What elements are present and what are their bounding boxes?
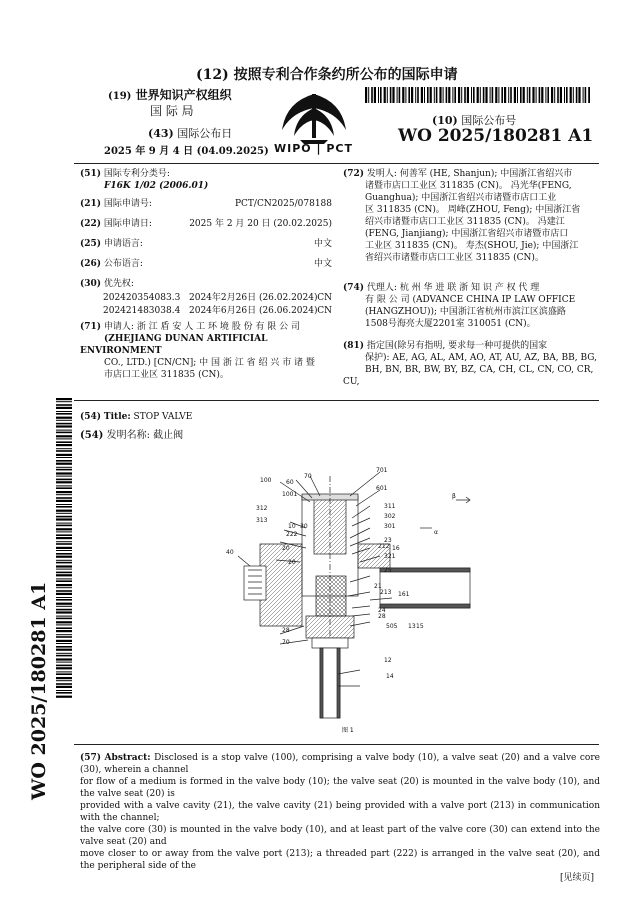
barcode-bar <box>554 87 555 103</box>
priority-row: 202421483038.4 2024年6月26日 (26.06.2024) CN <box>103 306 332 316</box>
barcode-bar <box>56 510 72 512</box>
figure-label: 100 <box>260 477 272 484</box>
barcode <box>365 87 590 103</box>
barcode-bar <box>56 504 72 505</box>
abstract-divider <box>74 744 599 745</box>
barcode-bar <box>56 472 72 474</box>
barcode-bar <box>56 425 72 427</box>
barcode-bar <box>56 636 72 638</box>
figure-label: 70 <box>304 473 312 480</box>
barcode-bar <box>56 479 72 481</box>
barcode-bar <box>56 463 72 465</box>
barcode-bar <box>380 87 382 103</box>
org-bureau: 国 际 局 <box>150 104 194 118</box>
barcode-bar <box>464 87 466 103</box>
barcode-bar <box>56 587 72 588</box>
barcode-bar <box>56 677 72 679</box>
priority-row: 202420354083.3 2024年2月26日 (26.02.2024) CN <box>103 293 332 303</box>
barcode-bar <box>498 87 499 103</box>
barcode-bar <box>56 497 72 499</box>
field-ipc: (51) 国际专利分类号: F16K 1/02 (2006.01) <box>80 169 209 191</box>
barcode-bar <box>529 87 531 103</box>
continued-note: [见续页] <box>560 873 595 883</box>
figure-label: 601 <box>376 485 388 492</box>
barcode-bar <box>56 603 72 605</box>
barcode-bar <box>551 87 553 103</box>
barcode-bar <box>56 528 72 530</box>
figure-label: 14 <box>386 673 394 680</box>
field-filing-date: (22) 国际申请日: 2025 年 2 月 20 日 (20.02.2025) <box>80 219 332 229</box>
barcode-bar <box>495 87 497 103</box>
barcode-bar <box>411 87 413 103</box>
barcode-bar <box>439 87 441 103</box>
barcode-bar <box>56 467 72 468</box>
barcode-bar <box>365 87 367 103</box>
figure-label: 15 <box>416 623 424 630</box>
field-applicant: (71) 申请人: 浙 江 盾 安 人 工 环 境 股 份 有 限 公 司 (ZHEJIANG DUNAN ARTIFICIAL ENVIRONMENT CO., LTD.) [CN/CN]; 中 国 浙 江 省 绍 兴 市 诸 暨 市店口工业区 311835 (CN)。 <box>80 322 315 380</box>
barcode-bar <box>471 87 472 103</box>
barcode-bar <box>371 87 373 103</box>
barcode-bar <box>56 454 72 456</box>
barcode-bar <box>517 87 518 103</box>
field-priority: (30) 优先权: <box>80 279 134 289</box>
barcode-bar <box>467 87 469 103</box>
barcode-bar <box>56 640 72 642</box>
barcode-bar <box>56 500 72 502</box>
pub-number-label: (10) 国际公布号 <box>432 114 517 127</box>
barcode-bar <box>56 553 72 555</box>
barcode-bar <box>56 525 72 527</box>
barcode-bar <box>56 550 72 551</box>
barcode-bar <box>415 87 416 103</box>
barcode-bar <box>56 430 72 431</box>
barcode-bar <box>56 680 72 681</box>
barcode-bar <box>56 411 72 412</box>
figure-label: 16 <box>392 545 400 552</box>
barcode-bar <box>536 87 537 103</box>
barcode-bar <box>56 590 72 592</box>
barcode-bar <box>56 580 72 582</box>
field-inventors: (72) 发明人: 何善军 (HE, Shanjun); 中国浙江省绍兴市 诸暨市店口工业区 311835 (CN)。 冯光华(FENG, Guanghua); 中国浙江省绍兴市诸暨市店口工业 区 311835 (CN)。 周峰(ZHOU, Feng); 中国浙江省 绍兴市诸暨市店口工业区 311835 (CN)。 冯建江 (FENG, Jianjiang); 中国浙江省绍兴市诸暨市店口 工业区 311835 (CN)。 寿杰(SHOU, Jie); 中国浙江 省绍兴市诸暨市店口工业区 311835 (CN)。 <box>343 169 581 263</box>
barcode-bar <box>56 572 72 574</box>
barcode-bar <box>56 671 72 672</box>
barcode-bar <box>56 690 72 691</box>
figure-label: 23 <box>384 537 392 544</box>
barcode-bar <box>545 87 546 103</box>
figure-label: 21 <box>374 583 382 590</box>
barcode-bar <box>417 87 419 103</box>
barcode-bar <box>56 513 72 514</box>
pub-number: WO 2025/180281 A1 <box>398 126 594 146</box>
barcode-bar <box>56 584 72 586</box>
barcode-bar <box>436 87 438 103</box>
side-barcode <box>56 398 72 698</box>
barcode-bar <box>56 469 72 471</box>
barcode-bar <box>539 87 541 103</box>
figure-label: 213 <box>380 589 392 596</box>
barcode-bar <box>547 87 549 103</box>
barcode-bar <box>527 87 528 103</box>
figure-label: 24 <box>378 607 386 614</box>
barcode-bar <box>56 491 72 493</box>
figure-label: 20 <box>282 545 290 552</box>
barcode-bar <box>56 481 72 483</box>
barcode-bar <box>56 460 72 462</box>
barcode-bar <box>588 87 590 103</box>
barcode-bar <box>510 87 512 103</box>
barcode-bar <box>566 87 568 103</box>
barcode-bar <box>56 609 72 611</box>
barcode-bar <box>56 606 72 607</box>
barcode-bar <box>56 696 72 698</box>
figure-label: 312 <box>256 505 268 512</box>
barcode-bar <box>424 87 425 103</box>
barcode-bar <box>56 404 72 406</box>
barcode-bar <box>56 531 72 532</box>
barcode-bar <box>576 87 578 103</box>
barcode-bar <box>461 87 462 103</box>
barcode-bar <box>427 87 429 103</box>
title-cn: (54) 发明名称: 截止阀 <box>80 430 184 441</box>
figure-caption: 图 1 <box>342 727 354 734</box>
barcode-bar <box>56 627 72 629</box>
section-divider <box>74 400 599 401</box>
figure-label: 311 <box>384 503 396 510</box>
barcode-bar <box>56 444 72 446</box>
barcode-bar <box>523 87 525 103</box>
barcode-bar <box>490 87 491 103</box>
barcode-bar <box>56 630 72 632</box>
barcode-bar <box>56 413 72 415</box>
figure-label: 222 <box>286 531 298 538</box>
figure-label: 13 <box>408 623 416 630</box>
barcode-bar <box>430 87 432 103</box>
barcode-bar <box>56 599 72 601</box>
barcode-bar <box>56 667 72 669</box>
document-title: (12) 按照专利合作条约所公布的国际申请 <box>196 67 458 83</box>
barcode-bar <box>56 574 72 576</box>
barcode-bar <box>557 87 559 103</box>
figure-label: 301 <box>384 523 396 530</box>
barcode-bar <box>56 565 72 567</box>
barcode-bar <box>434 87 435 103</box>
figure-label: 313 <box>256 517 268 524</box>
figure-label: 12 <box>384 657 392 664</box>
barcode-bar <box>560 87 562 103</box>
header-divider <box>74 163 599 164</box>
barcode-bar <box>514 87 516 103</box>
barcode-bar <box>56 649 72 651</box>
barcode-bar <box>56 547 72 549</box>
barcode-bar <box>56 597 72 598</box>
figure-label: 28 <box>282 627 290 634</box>
barcode-bar <box>397 87 398 103</box>
barcode-bar <box>56 401 72 402</box>
barcode-bar <box>473 87 475 103</box>
barcode-bar <box>405 87 406 103</box>
barcode-bar <box>56 450 72 452</box>
barcode-bar <box>56 407 72 409</box>
barcode-bar <box>541 87 543 103</box>
barcode-bar <box>477 87 479 103</box>
barcode-bar <box>56 560 72 561</box>
barcode-bar <box>56 487 72 489</box>
barcode-bar <box>387 87 388 103</box>
figure-label: 70 <box>282 639 290 646</box>
barcode-bar <box>56 485 72 486</box>
barcode-bar <box>402 87 404 103</box>
barcode-bar <box>56 476 72 477</box>
barcode-bar <box>56 655 72 657</box>
barcode-bar <box>56 543 72 545</box>
barcode-bar <box>374 87 376 103</box>
barcode-bar <box>532 87 534 103</box>
barcode-bar <box>56 534 72 536</box>
barcode-bar <box>56 621 72 623</box>
barcode-bar <box>390 87 392 103</box>
barcode-bar <box>56 438 72 439</box>
barcode-bar <box>492 87 494 103</box>
barcode-bar <box>56 673 72 675</box>
field-designated-states: (81) 指定国(除另有指明, 要求每一种可提供的国家 保护): AE, AG, AL, AM, AO, AT, AU, AZ, BA, BB, BG, BH, BN, BR, BW, BY, BZ, CA, CH, CL, CN, CO, CR, CU, <box>343 341 597 387</box>
figure-label: α <box>434 529 438 536</box>
barcode-bar <box>56 435 72 437</box>
figure-label: 10 <box>288 523 296 530</box>
barcode-bar <box>56 417 72 419</box>
barcode-bar <box>452 87 453 103</box>
side-pub-number: WO 2025/180281 A1 <box>28 581 50 800</box>
pub-date-value: 2025 年 9 月 4 日 (04.09.2025) <box>104 146 269 157</box>
barcode-bar <box>392 87 394 103</box>
barcode-bar <box>573 87 574 103</box>
figure-label: 302 <box>384 513 396 520</box>
barcode-bar <box>56 432 72 434</box>
figure-label: 28 <box>378 613 386 620</box>
barcode-bar <box>448 87 450 103</box>
barcode-bar <box>56 569 72 570</box>
figure-label: 212 <box>378 543 390 550</box>
org-name: (19) 世界知识产权组织 <box>108 88 232 102</box>
barcode-bar <box>378 87 379 103</box>
barcode-bar <box>583 87 584 103</box>
barcode-bar <box>501 87 503 103</box>
barcode-bar <box>56 562 72 564</box>
figure-label: 161 <box>398 591 410 598</box>
title-en: (54) Title: STOP VALVE <box>80 412 193 422</box>
barcode-bar <box>56 578 72 579</box>
barcode-bar <box>454 87 456 103</box>
barcode-bar <box>56 692 72 694</box>
barcode-bar <box>56 457 72 458</box>
barcode-bar <box>56 556 72 558</box>
barcode-bar <box>56 618 72 620</box>
wipo-logo <box>272 90 356 160</box>
barcode-bar <box>480 87 481 103</box>
figure-label: β <box>452 493 456 500</box>
field-filing-language: (25) 申请语言: 中文 <box>80 239 332 249</box>
barcode-bar <box>56 665 72 667</box>
figure-label: 25 <box>384 567 392 574</box>
figure-label: 20 <box>288 559 296 566</box>
abstract: (57) Abstract: Disclosed is a stop valve (100), comprising a valve body (10), a valve seat (20) and a valve core (30), wherein a channel for flow of a medium is formed in the valve body (10); the valve seat (20) is mounted in the valve body (10), and the valve seat (20) is provided with a valve cavity (21), the valve cavity (21) being provided with a valve port (213) in communication with the channel; the valve core (30) is mounted in the valve body (10), and at least part of the valve core (30) can extend into the valve seat (20) and move closer to or away from the valve port (213); a threaded part (222) is arranged in the valve seat (20), and the peripheral side of the <box>80 753 600 871</box>
barcode-bar <box>56 686 72 688</box>
barcode-bar <box>56 658 72 660</box>
barcode-bar <box>56 518 72 520</box>
barcode-bar <box>446 87 448 103</box>
barcode-bar <box>56 593 72 595</box>
barcode-bar <box>56 611 72 613</box>
barcode-bar <box>399 87 401 103</box>
barcode-bar <box>508 87 509 103</box>
figure-label: 701 <box>376 467 388 474</box>
barcode-bar <box>56 653 72 654</box>
figure-label: 1001 <box>282 491 298 498</box>
figure-label: 505 <box>386 623 398 630</box>
barcode-bar <box>520 87 522 103</box>
figure-label: 30 <box>300 523 308 530</box>
barcode-bar <box>56 616 72 617</box>
barcode-bar <box>570 87 572 103</box>
field-pub-language: (26) 公布语言: 中文 <box>80 259 332 269</box>
barcode-bar <box>56 516 72 518</box>
field-app-number: (21) 国际申请号: PCT/CN2025/078188 <box>80 199 332 209</box>
barcode-bar <box>443 87 444 103</box>
figure-label: 321 <box>384 553 396 560</box>
barcode-bar <box>421 87 423 103</box>
barcode-bar <box>56 494 72 495</box>
barcode-bar <box>485 87 487 103</box>
barcode-bar <box>56 448 72 449</box>
barcode-bar <box>368 87 369 103</box>
barcode-bar <box>56 643 72 644</box>
barcode-bar <box>56 506 72 508</box>
barcode-bar <box>408 87 410 103</box>
barcode-bar <box>56 646 72 648</box>
barcode-bar <box>56 420 72 421</box>
figure-label: 40 <box>226 549 234 556</box>
valve-drawing <box>220 466 480 736</box>
barcode-bar <box>458 87 460 103</box>
barcode-bar <box>483 87 485 103</box>
barcode-bar <box>56 634 72 635</box>
barcode-bar <box>56 441 72 443</box>
figure-label: 60 <box>286 479 294 486</box>
barcode-bar <box>504 87 506 103</box>
barcode-bar <box>384 87 386 103</box>
field-agent: (74) 代理人: 杭 州 华 进 联 浙 知 识 产 权 代 理 有 限 公 司 (ADVANCE CHINA IP LAW OFFICE (HANGZHOU)); 中国浙江省杭州市滨江区滨盛路 1508号海亮大厦2201室 310051 (CN)。 <box>343 283 576 329</box>
barcode-bar <box>56 537 72 539</box>
barcode-bar <box>56 662 72 663</box>
barcode-bar <box>56 398 72 400</box>
barcode-bar <box>56 541 72 542</box>
barcode-bar <box>56 624 72 625</box>
wipo-pct-text: WIPO | PCT <box>274 142 353 155</box>
barcode-bar <box>56 523 72 524</box>
barcode-bar <box>564 87 565 103</box>
pub-date-label: (43) 国际公布日 <box>148 127 233 140</box>
barcode-bar <box>578 87 580 103</box>
barcode-bar <box>56 683 72 685</box>
barcode-bar <box>585 87 587 103</box>
barcode-bar <box>56 423 72 425</box>
